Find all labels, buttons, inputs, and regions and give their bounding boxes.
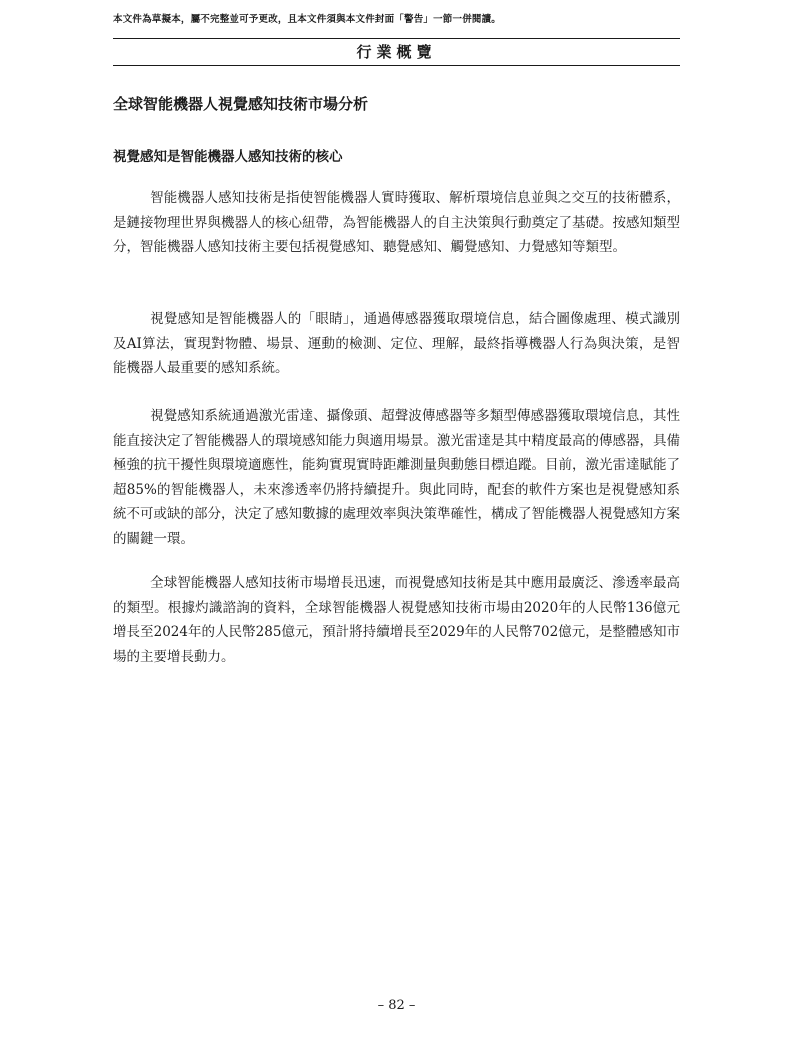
draft-disclaimer: 本文件為草擬本，屬不完整並可予更改，且本文件須與本文件封面「警告」一節一併閱讀。: [113, 14, 502, 25]
paragraph: 視覺感知是智能機器人的「眼睛」，通過傳感器獲取環境信息，結合圖像處理、模式識別及AI算法，實現對物體、場景、運動的檢測、定位、理解，最終指導機器人行為與決策，是智能機器人最重要的感知系統。: [113, 311, 680, 376]
page-number: – 82 –: [377, 998, 416, 1013]
paragraph: 視覺感知系統通過激光雷達、攝像頭、超聲波傳感器等多類型傳感器獲取環境信息，其性能直接決定了智能機器人的環境感知能力與適用場景。激光雷達是其中精度最高的傳感器，具備極強的抗干擾性與環境適應性，能夠實現實時距離測量與動態目標追蹤。目前，激光雷達賦能了超85%的智能機器人，未來滲透率仍將持續提升。與此同時，配套的軟件方案也是視覺感知系統不可或缺的部分，決定了感知數據的處理效率與決策準確性，構成了智能機器人視覺感知方案的關鍵一環。: [113, 408, 680, 547]
section-title: 全球智能機器人視覺感知技術市場分析: [113, 95, 369, 113]
paragraph: 智能機器人感知技術是指使智能機器人實時獲取、解析環境信息並與之交互的技術體系，是鏈接物理世界與機器人的核心紐帶，為智能機器人的自主決策與行動奠定了基礎。按感知類型分，智能機器人感知技術主要包括視覺感知、聽覺感知、觸覺感知、力覺感知等類型。: [113, 190, 680, 255]
page-header-title: 行業概覽: [113, 38, 680, 66]
subsection-title: 視覺感知是智能機器人感知技術的核心: [113, 149, 343, 165]
paragraph: 全球智能機器人感知技術市場增長迅速，而視覺感知技術是其中應用最廣泛、滲透率最高的類型。根據灼識諮詢的資料，全球智能機器人視覺感知技術市場由2020年的人民幣136億元增長至2024年的人民幣285億元，預計將持續增長至2029年的人民幣702億元，是整體感知市場的主要增長動力。: [113, 575, 680, 665]
